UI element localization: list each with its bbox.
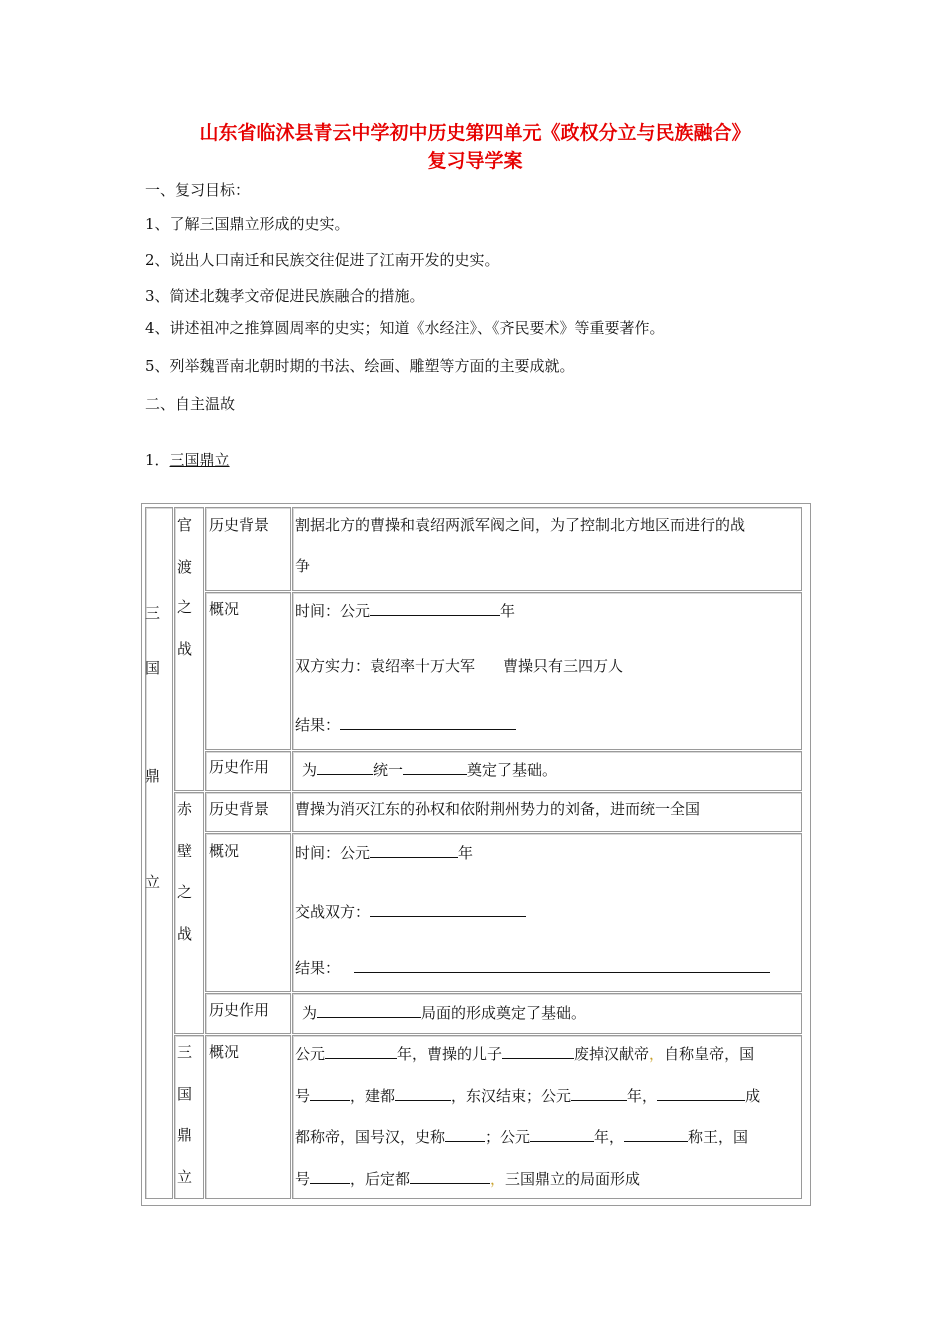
- objective-item-3: 3、简述北魏孝文帝促进民族融合的措施。: [145, 287, 425, 305]
- guandu-time-suffix: 年: [500, 602, 516, 620]
- guandu-result-blank[interactable]: [340, 713, 516, 730]
- sanguo-l2-blank-4[interactable]: [657, 1084, 745, 1101]
- main-label-char-2: 国: [145, 659, 161, 677]
- sanguo-label-char-4: 立: [177, 1168, 193, 1186]
- guandu-forces-cao: 曹操只有三四万人: [503, 657, 624, 675]
- chibi-result-label: 结果：: [295, 959, 341, 977]
- subsection-title: [145, 450, 230, 470]
- chibi-time-suffix: 年: [458, 844, 474, 862]
- guandu-forces-yuan: 袁绍率十万大军: [370, 657, 476, 675]
- chibi-result-line: [295, 956, 770, 978]
- guandu-effect-label: 历史作用: [209, 758, 270, 776]
- guandu-time-prefix: 时间：公元: [295, 602, 371, 620]
- guandu-result-line: [295, 713, 516, 735]
- sanguo-overview-label: 概况: [209, 1043, 240, 1061]
- doc-title-line1: 山东省临沭县青云中学初中历史第四单元《政权分立与民族融合》: [199, 122, 751, 144]
- objective-item-5: 5、列举魏晋南北朝时期的书法、绘画、雕塑等方面的主要成就。: [145, 357, 575, 375]
- guandu-forces-line: [295, 656, 623, 676]
- chibi-effect-blank[interactable]: [317, 1001, 421, 1018]
- guandu-time-line: [295, 599, 515, 621]
- sanguo-l2-part-4: 年，: [627, 1087, 658, 1105]
- sanguo-l4-part-3: ，: [490, 1170, 506, 1188]
- guandu-overview-label: 概况: [209, 600, 240, 618]
- guandu-effect-blank-1[interactable]: [317, 758, 373, 775]
- guandu-effect-part-1: 为: [302, 761, 318, 779]
- sanguo-l1-blank-2[interactable]: [502, 1042, 574, 1059]
- sanguo-l2-blank-2[interactable]: [395, 1084, 451, 1101]
- guandu-label-char-1: 官: [177, 516, 193, 534]
- sanguo-l3-part-3: 年，: [594, 1128, 625, 1146]
- sanguo-l2-part-1: 号: [295, 1087, 311, 1105]
- subsection-number: 1．: [145, 451, 170, 469]
- sanguo-l3-part-2: ；公元: [485, 1128, 531, 1146]
- sanguo-line-4: [295, 1167, 640, 1189]
- sanguo-l4-part-2: ，后定都: [350, 1170, 411, 1188]
- section2-heading: 二、自主温故: [145, 395, 236, 413]
- sanguo-line-2: [295, 1084, 760, 1106]
- doc-title-line2: 复习导学案: [427, 150, 523, 172]
- chibi-effect-label: 历史作用: [209, 1001, 270, 1019]
- sanguo-l3-blank-1[interactable]: [445, 1125, 485, 1142]
- sanguo-l4-blank-1[interactable]: [310, 1167, 350, 1184]
- sanguo-l1-part-5: 自称皇帝，国: [664, 1045, 755, 1063]
- sanguo-l4-part-4: 三国鼎立的局面形成: [505, 1170, 641, 1188]
- section1-heading: 一、复习目标：: [145, 181, 251, 199]
- chibi-effect-part-2: 局面的形成奠定了基础。: [421, 1004, 587, 1022]
- sanguo-l2-part-2: ，建都: [350, 1087, 396, 1105]
- chibi-label-cell: [174, 792, 204, 1034]
- guandu-time-blank[interactable]: [370, 599, 500, 616]
- chibi-effect-line: [302, 1001, 586, 1023]
- sanguo-label-char-2: 国: [177, 1085, 193, 1103]
- sanguo-table: [141, 503, 811, 1206]
- chibi-bg-text: 曹操为消灭江东的孙权和依附荆州势力的刘备，进而统一全国: [295, 800, 701, 818]
- chibi-result-blank[interactable]: [354, 956, 770, 973]
- guandu-effect-part-2: 统一: [373, 761, 404, 779]
- guandu-result-label: 结果：: [295, 716, 341, 734]
- chibi-label-char-4: 战: [177, 925, 193, 943]
- guandu-label-char-2: 渡: [177, 558, 193, 576]
- sanguo-l1-part-1: 公元: [295, 1045, 326, 1063]
- guandu-bg-text-2: 争: [295, 557, 311, 575]
- chibi-sides-label: 交战双方：: [295, 903, 371, 921]
- objective-item-4: 4、讲述祖冲之推算圆周率的史实；知道《水经注》、《齐民要术》等重要著作。: [145, 319, 665, 337]
- main-label-char-4: 立: [145, 873, 161, 891]
- guandu-effect-line: [302, 758, 557, 780]
- sanguo-l1-part-3: 废掉汉献帝: [574, 1045, 650, 1063]
- sanguo-l3-part-4: 称王，国: [688, 1128, 749, 1146]
- sanguo-l4-part-1: 号: [295, 1170, 311, 1188]
- chibi-label-char-1: 赤: [177, 800, 193, 818]
- chibi-time-prefix: 时间：公元: [295, 844, 371, 862]
- objective-item-2: 2、说出人口南迁和民族交往促进了江南开发的史实。: [145, 251, 500, 269]
- sanguo-l3-blank-2[interactable]: [530, 1125, 594, 1142]
- chibi-label-char-2: 壁: [177, 842, 193, 860]
- chibi-time-blank[interactable]: [370, 841, 458, 858]
- sanguo-l2-part-3: ，东汉结束；公元: [451, 1087, 572, 1105]
- sanguo-line-3: [295, 1125, 748, 1147]
- guandu-label-char-4: 战: [177, 640, 193, 658]
- sanguo-line-1: [295, 1042, 754, 1064]
- sanguo-l1-part-4: ，: [649, 1045, 665, 1063]
- sanguo-label-char-1: 三: [177, 1043, 193, 1061]
- guandu-effect-blank-2[interactable]: [403, 758, 467, 775]
- guandu-effect-part-3: 奠定了基础。: [467, 761, 558, 779]
- sanguo-l1-blank-1[interactable]: [325, 1042, 397, 1059]
- chibi-overview-label: 概况: [209, 842, 240, 860]
- chibi-time-line: [295, 841, 473, 863]
- chibi-label-char-3: 之: [177, 883, 193, 901]
- chibi-sides-line: [295, 900, 526, 922]
- guandu-forces-label: 双方实力：: [295, 657, 371, 675]
- sanguo-l3-blank-3[interactable]: [624, 1125, 688, 1142]
- sanguo-l3-part-1: 都称帝，国号汉，史称: [295, 1128, 446, 1146]
- main-label-char-3: 鼎: [145, 767, 161, 785]
- guandu-bg-text-1: 割据北方的曹操和袁绍两派军阀之间，为了控制北方地区而进行的战: [295, 516, 746, 534]
- sanguo-l2-blank-1[interactable]: [310, 1084, 350, 1101]
- sanguo-l4-blank-2[interactable]: [410, 1167, 490, 1184]
- main-label-char-1: 三: [145, 604, 161, 622]
- sanguo-label-char-3: 鼎: [177, 1126, 193, 1144]
- sanguo-l1-part-2: 年，曹操的儿子: [397, 1045, 503, 1063]
- chibi-effect-part-1: 为: [302, 1004, 318, 1022]
- subsection-title-text: 三国鼎立: [169, 451, 230, 469]
- chibi-bg-label: 历史背景: [209, 800, 270, 818]
- guandu-bg-label: 历史背景: [209, 516, 270, 534]
- sanguo-l2-blank-3[interactable]: [571, 1084, 627, 1101]
- objective-item-1: 1、了解三国鼎立形成的史实。: [145, 215, 350, 233]
- guandu-label-char-3: 之: [177, 598, 193, 616]
- sanguo-l2-part-5: 成: [745, 1087, 761, 1105]
- chibi-sides-blank[interactable]: [370, 900, 526, 917]
